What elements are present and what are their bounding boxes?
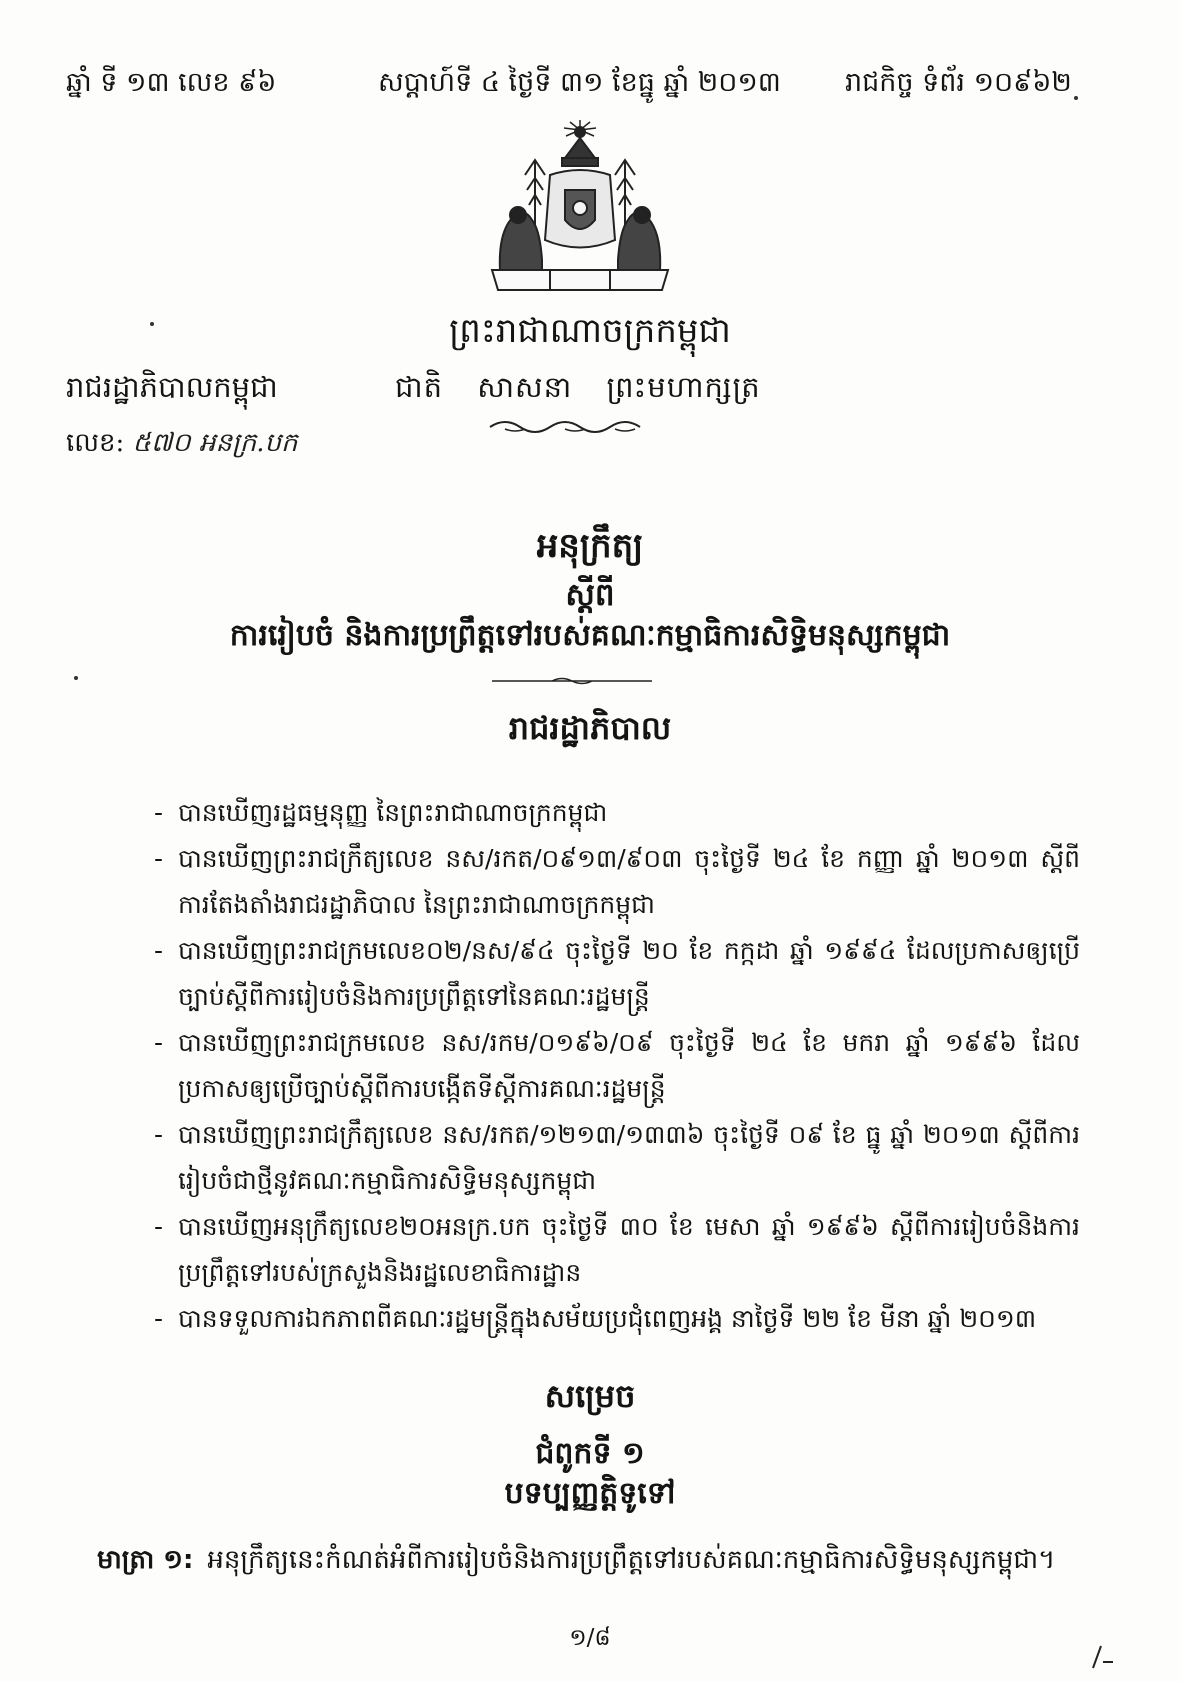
document-about: ស្តីពី (565, 577, 615, 613)
reference-label: លេខ: (66, 428, 125, 458)
gazette-page-ref: រាជកិច្ច ទំព័រ ១០៩៦២ (845, 67, 1072, 98)
gazette-issue: ឆ្នាំ ទី ១៣ លេខ ៩៦ (66, 67, 277, 98)
visa-item: - បានឃើញអនុក្រឹត្យលេខ២០អនក្រ.បក ចុះថ្ងៃទី ៣០ ខែ មេសា ឆ្នាំ ១៩៩៦ ស្តីពីការរៀបចំនិងការប្រព្រឹត្តទៅរបស់ក្រសួងនិងរដ្ឋលេខាធិការដ្ឋាន (150, 1204, 1080, 1296)
national-motto: ជាតិ សាសនា ព្រះមហាក្សត្រ (395, 370, 761, 404)
gazette-date: សប្តាហ៍ទី ៤ ថ្ងៃទី ៣១ ខែធ្នូ ឆ្នាំ ២០១៣ (378, 67, 781, 98)
article-1 (97, 1543, 1107, 1581)
scan-speck (150, 322, 154, 326)
scan-speck (1074, 96, 1078, 100)
visa-item: - បានឃើញព្រះរាជក្រមលេខ០២/នស/៩៤ ចុះថ្ងៃទី ២០ ខែ កក្កដា ឆ្នាំ ១៩៩៤ ដែលប្រកាសឲ្យប្រើច្បាប់ស្តីពីការរៀបចំនិងការប្រព្រឹត្តទៅនៃគណៈរដ្ឋមន្ត្រី (150, 928, 1080, 1020)
reference-number (66, 426, 297, 464)
decision-heading: សម្រេច (544, 1377, 636, 1415)
chapter-number: ជំពូកទី ១ (535, 1436, 645, 1471)
reference-value-handwritten: ៥៧០ អនក្រ.បក (132, 428, 298, 458)
article-text: អនុក្រឹត្យនេះកំណត់អំពីការរៀបចំនិងការប្រព្រឹត្តទៅរបស់គណៈកម្មាធិការសិទ្ធិមនុស្សកម្ពុជា។ (207, 1545, 1056, 1575)
motto-flourish-ornament (485, 415, 655, 435)
visa-item: - បានទទួលការឯកភាពពីគណៈរដ្ឋមន្ត្រីក្នុងសម័យប្រជុំពេញអង្គ នាថ្ងៃទី ២២ ខែ មីនា ឆ្នាំ ២០១៣ (150, 1296, 1080, 1342)
scan-speck (74, 676, 78, 680)
kingdom-name: ព្រះរាជាណាចក្រកម្ពុជា (449, 311, 731, 351)
visa-item: - បានឃើញព្រះរាជក្រឹត្យលេខ នស/រកត/០៩១៣/៩០៣ ចុះថ្ងៃទី ២៤ ខែ កញ្ញា ឆ្នាំ ២០១៣ ស្តីពីការតែងតាំងរាជរដ្ឋាភិបាល នៃព្រះរាជាណាចក្រកម្ពុជា (150, 836, 1080, 928)
visa-item: - បានឃើញរដ្ឋធម្មនុញ្ញ នៃព្រះរាជាណាចក្រកម្ពុជា (150, 790, 1080, 836)
article-label: មាត្រា ១: (97, 1545, 194, 1575)
document-type: អនុក្រឹត្យ (536, 526, 644, 566)
visa-item: - បានឃើញព្រះរាជក្រមលេខ នស/រកម/០១៩៦/០៩ ចុះថ្ងៃទី ២៤ ខែ មករា ឆ្នាំ ១៩៩៦ ដែលប្រកាសឲ្យប្រើច្បាប់ស្តីពីការបង្កើតទីស្តីការគណៈរដ្ឋមន្ត្រី (150, 1020, 1080, 1112)
visa-list (150, 790, 1080, 1342)
royal-arms-emblem-icon (480, 120, 680, 300)
government-heading: រាជរដ្ឋាភិបាល (508, 709, 672, 747)
chapter-title: បទប្បញ្ញត្តិទូទៅ (504, 1476, 676, 1511)
issuing-authority: រាជរដ្ឋាភិបាលកម្ពុជា (66, 370, 278, 404)
title-divider (492, 676, 652, 686)
handwritten-initial-mark (1085, 1632, 1125, 1672)
visa-item: - បានឃើញព្រះរាជក្រឹត្យលេខ នស/រកត/១២១៣/១៣៣៦ ចុះថ្ងៃទី ០៩ ខែ ធ្នូ ឆ្នាំ ២០១៣ ស្តីពីការរៀបចំជាថ្មីនូវគណៈកម្មាធិការសិទ្ធិមនុស្សកម្ពុជា (150, 1112, 1080, 1204)
page-number: ១/៨ (569, 1625, 611, 1651)
document-subject: ការរៀបចំ និងការប្រព្រឹត្តទៅរបស់គណៈកម្មាធិការសិទ្ធិមនុស្សកម្ពុជា (229, 618, 951, 653)
